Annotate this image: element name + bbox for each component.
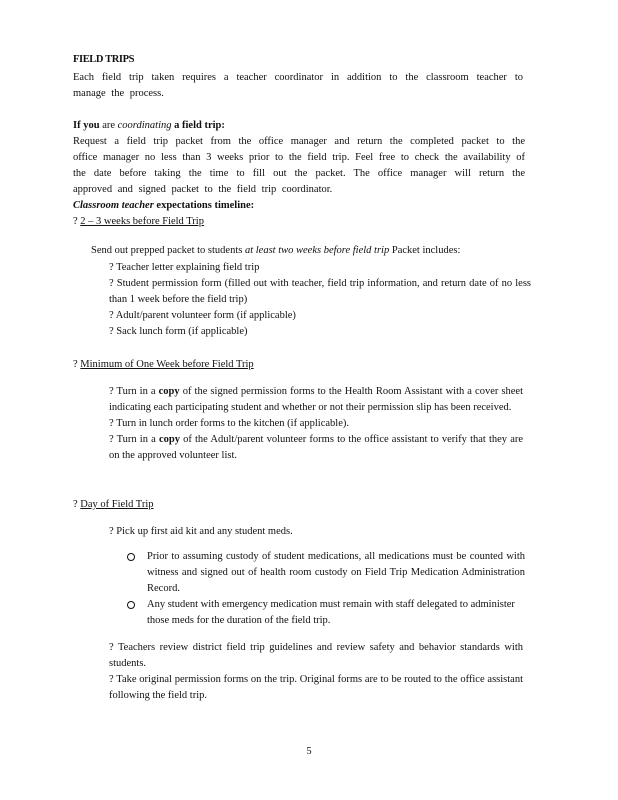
section-1-heading (73, 214, 525, 230)
week-item-pre: ? Turn in lunch order forms to the kitchen (if applicable). (109, 418, 349, 429)
coordinating-lead (73, 118, 525, 134)
packet-item: ? Adult/parent volunteer form (if applicable) (109, 310, 296, 321)
medication-text: Any student with emergency medication must remain with staff delegated to administer those meds for the duration of the field trip. (147, 599, 515, 626)
week-item-pre: ? Turn in a (109, 434, 156, 445)
medication-text: Prior to assuming custody of student medications, all medications must be counted with witness and signed out of health room custody on Field Trip Medication Administration Record. (147, 551, 525, 594)
packet-item: ? Teacher letter explaining field trip (109, 262, 260, 273)
circle-bullet-icon (127, 601, 135, 609)
packet-intro (91, 243, 531, 259)
packet-item: ? Sack lunch form (if applicable) (109, 326, 248, 337)
expect-label-a: Classroom teacher (73, 200, 154, 211)
day-items (109, 640, 523, 704)
expectations-heading (73, 198, 525, 214)
week-item-bold: copy (158, 434, 180, 445)
week-item-pre: ? Turn in a (109, 386, 156, 397)
page-heading: FIELD TRIPS (73, 54, 135, 65)
week-item-post: of the signed permission forms to the Health Room Assistant with a cover sheet indicating each participating student and whether or not their permission slip has been received. (109, 386, 524, 413)
lead-rest: a field trip: (174, 120, 225, 131)
expect-label-b: expectations timeline: (156, 200, 255, 211)
packet-intro-italic: at least two weeks before field trip (244, 245, 390, 256)
week-items (109, 384, 523, 464)
coordinating-section (73, 118, 525, 230)
medication-list (127, 549, 525, 629)
packet-item: ? Student permission form (filled out with teacher, field trip information, and return date of no less than 1 week before the field trip) (109, 278, 531, 305)
section-2-title: Minimum of One Week before Field Trip (80, 359, 254, 370)
section-2-heading (73, 357, 513, 373)
section-1-title: 2 – 3 weeks before Field Trip (80, 216, 204, 227)
coordinating-body: Request a field trip packet from the office manager and return the completed packet to the office manager no less than 3 weeks prior to the field trip. Feel free to check the availability of the date before taking the time to fill out the packet. The office manager will return the approved and signed packet to the field trip coordinator. (73, 136, 525, 195)
list-item (127, 549, 525, 597)
packet-intro-post: Packet includes: (391, 245, 461, 256)
week-item-post: of the Adult/parent volunteer forms to the office assistant to verify that they are on the approved volunteer list. (109, 434, 524, 461)
week-item (109, 432, 523, 464)
week-item (109, 416, 523, 432)
packet-items (109, 260, 531, 340)
circle-bullet-icon (127, 553, 135, 561)
week-item (109, 384, 523, 416)
section-3-title: Day of Field Trip (80, 499, 154, 510)
lead-if-you: If you (73, 120, 100, 131)
day-item: ? Take original permission forms on the trip. Original forms are to be routed to the office assistant following the field trip. (109, 674, 523, 701)
lead-are: are (102, 120, 116, 131)
week-item-bold: copy (158, 386, 180, 397)
list-item (127, 597, 525, 629)
day-item: ? Teachers review district field trip guidelines and review safety and behavior standards with students. (109, 642, 523, 669)
lead-coordinating: coordinating (117, 120, 172, 131)
unknown-glyph-icon: ? (73, 359, 78, 370)
unknown-glyph-icon: ? (73, 216, 78, 227)
section-3-heading (73, 497, 513, 513)
pickup-item: ? Pick up first aid kit and any student meds. (109, 526, 293, 537)
unknown-glyph-icon: ? (73, 499, 78, 510)
packet-intro-pre: Send out prepped packet to students (91, 245, 243, 256)
page-number: 5 (306, 746, 312, 757)
intro-paragraph: Each field trip taken requires a teacher coordinator in addition to the classroom teacher to manage the process. (73, 72, 523, 99)
